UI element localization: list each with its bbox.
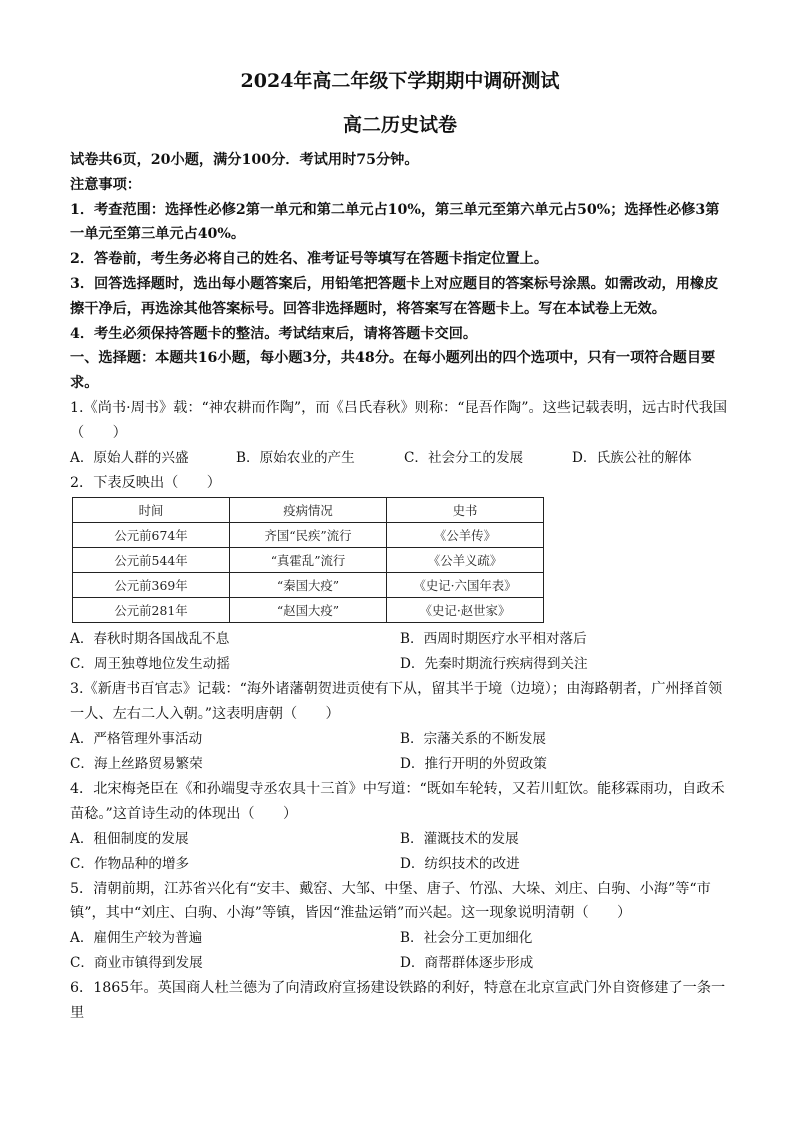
option: C．商业市镇得到发展 [70, 955, 203, 972]
option: C．海上丝路贸易繁荣 [70, 755, 203, 772]
question-options [70, 827, 730, 852]
option: A．租佃制度的发展 [70, 830, 189, 847]
exam-page [70, 66, 730, 1026]
table-row [73, 523, 544, 548]
option: B．宗藩关系的不断发展 [400, 730, 546, 747]
question-stem: 1.《尚书·周书》载：“神农耕而作陶”，而《吕氏春秋》则称：“昆吾作陶”。这些记载表明，远古时代我国（ ） [70, 399, 728, 441]
question-options [70, 727, 730, 752]
table-cell: 公元前369年 [73, 573, 230, 598]
exam-intro: 试卷共6页，20小题，满分100分．考试用时75分钟。 [70, 152, 419, 168]
table-cell: 《公羊传》 [387, 523, 544, 548]
section-heading: 一、选择题：本题共16小题，每小题3分，共48分。在每小题列出的四个选项中，只有一项符合题目要求。 [70, 350, 716, 392]
question-stem: 4．北宋梅尧臣在《和孙端叟寺丞农具十三首》中写道：“既如车轮转，又若川虹饮。能移霖雨功，自政禾苗稔。”这首诗生动的体现出（ ） [70, 780, 725, 822]
option: A．严格管理外事活动 [70, 730, 203, 747]
option: B．西周时期医疗水平相对落后 [400, 631, 587, 648]
option: D．推行开明的外贸政策 [400, 755, 547, 772]
option: D．先秦时期流行疾病得到关注 [400, 656, 588, 673]
epidemic-table [72, 497, 544, 623]
option: B．原始农业的产生 [236, 449, 355, 466]
table-cell: “赵国大疫” [230, 598, 387, 623]
table-row [73, 573, 544, 598]
question-stem: 6．1865年。英国商人杜兰德为了向清政府宣扬建设铁路的利好，特意在北京宣武门外自资修建了一条一里 [70, 980, 726, 1021]
table-cell: 公元前544年 [73, 548, 230, 573]
question-options [70, 926, 730, 951]
question-options [70, 852, 730, 877]
option: C．周王独尊地位发生动摇 [70, 656, 230, 673]
question-options [70, 752, 730, 777]
exam-title: 2024年高二年级下学期期中调研测试 [240, 70, 560, 92]
table-cell: 齐国“民疾”流行 [230, 523, 387, 548]
question-stem: 5．清朝前期，江苏省兴化有“安丰、戴窑、大邹、中堡、唐子、竹泓、大垛、刘庄、白驹、小海”等“市镇”，其中“刘庄、白驹、小海”等镇，皆因“淮盐运销”而兴起。这一现象说明清朝（ ） [70, 880, 711, 922]
table-cell: 公元前674年 [73, 523, 230, 548]
table-cell: “秦国大疫” [230, 573, 387, 598]
table-cell: 公元前281年 [73, 598, 230, 623]
option: C．作物品种的增多 [70, 855, 190, 872]
option: D．纺织技术的改进 [400, 855, 520, 872]
question-stem: 3.《新唐书百官志》记载：“海外诸藩朝贺进贡使有下从，留其半于境（边境）；由海路朝者，广州择首领一人、左右二人入朝。”这表明唐朝（ ） [70, 681, 723, 723]
option: D．商帮群体逐步形成 [400, 955, 534, 972]
question-options [70, 446, 730, 471]
question-options [70, 627, 730, 652]
table-cell: 《史记·赵世家》 [387, 598, 544, 623]
question-options [70, 652, 730, 677]
notice-item: 3．回答选择题时，选出每小题答案后，用铅笔把答题卡上对应题目的答案标号涂黑。如需改动，用橡皮擦干净后，再选涂其他答案标号。回答非选择题时，将答案写在答题卡上。写在本试卷上无效。 [70, 275, 719, 317]
notice-item: 1．考查范围：选择性必修2第一单元和第二单元占10%，第三单元至第六单元占50%；选择性必修3第一单元至第三单元占40%。 [70, 201, 720, 243]
table-header-cell: 疫病情况 [230, 498, 387, 523]
option: C．社会分工的发展 [404, 449, 524, 466]
question-options [70, 951, 730, 976]
table-row [73, 548, 544, 573]
option: D．氏族公社的解体 [572, 449, 692, 466]
table-header-cell: 时间 [73, 498, 230, 523]
table-cell: 《史记·六国年表》 [387, 573, 544, 598]
question-stem: 2．下表反映出（ ） [70, 474, 221, 491]
table-row [73, 598, 544, 623]
table-header-cell: 史书 [387, 498, 544, 523]
table-cell: “真霍乱”流行 [230, 548, 387, 573]
option: A．春秋时期各国战乱不息 [70, 631, 230, 648]
table-header-row [73, 498, 544, 523]
option: A．雇佣生产较为普遍 [70, 930, 203, 947]
table-cell: 《公羊义疏》 [387, 548, 544, 573]
option: A．原始人群的兴盛 [70, 449, 189, 466]
option: B．社会分工更加细化 [400, 930, 533, 947]
notice-item: 4．考生必须保持答题卡的整洁。考试结束后，请将答题卡交回。 [70, 325, 478, 342]
exam-subtitle: 高二历史试卷 [342, 114, 457, 136]
notice-item: 2．答卷前，考生务必将自己的姓名、准考证号等填写在答题卡指定位置上。 [70, 251, 549, 268]
option: B．灌溉技术的发展 [400, 830, 519, 847]
notice-title: 注意事项： [70, 176, 141, 193]
